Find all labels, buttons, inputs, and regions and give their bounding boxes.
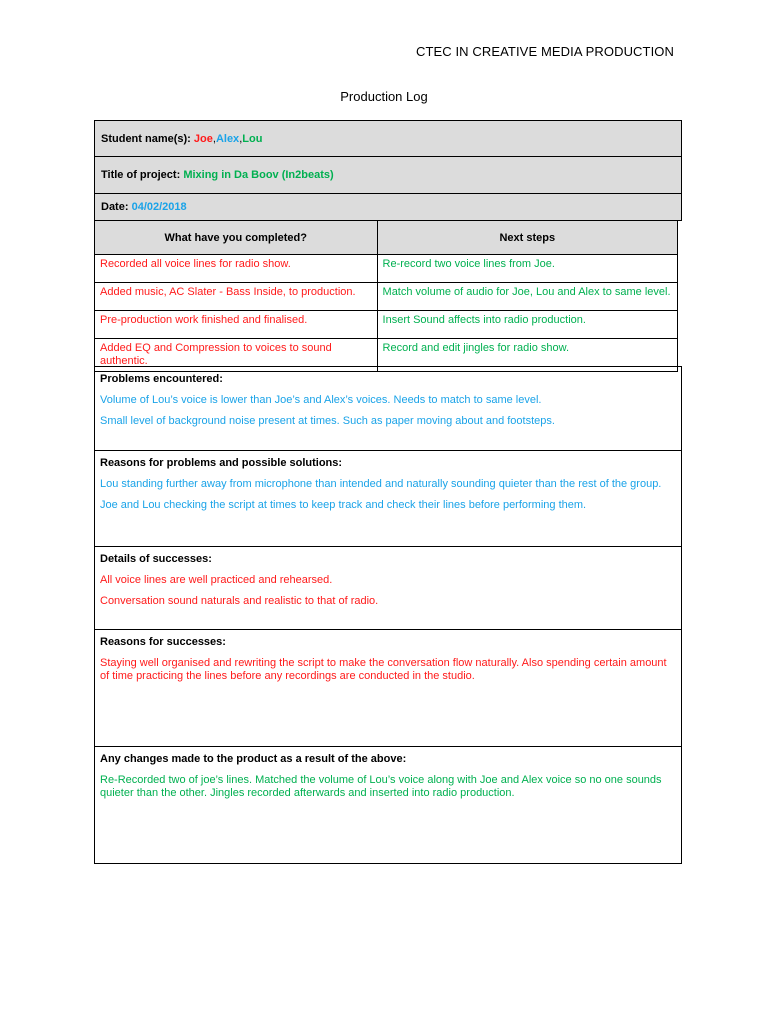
next-step-cell: Re-record two voice lines from Joe. <box>377 255 677 283</box>
completed-cell: Added EQ and Compression to voices to sound authentic. <box>95 339 378 372</box>
completed-cell: Recorded all voice lines for radio show. <box>95 255 378 283</box>
change-item: Re-Recorded two of joe’s lines. Matched the volume of Lou’s voice along with Joe and Alex voice so no one sounds quieter than the other. Jingles recorded afterwards and inserted into radio production. <box>100 774 662 799</box>
project-title-label: Title of project: <box>101 169 181 181</box>
next-step-cell: Insert Sound affects into radio production. <box>377 311 677 339</box>
changes-section <box>94 746 682 864</box>
student-name-lou: Lou <box>242 132 263 145</box>
table-row <box>95 255 678 283</box>
changes-label: Any changes made to the product as a result of the above: <box>100 753 407 765</box>
successes-section <box>94 546 682 630</box>
project-title-value: Mixing in Da Boov (In2beats) <box>183 169 334 181</box>
name-separator: , <box>212 132 216 145</box>
completed-cell: Pre-production work finished and finalised. <box>95 311 378 339</box>
project-title-row <box>94 157 682 194</box>
reason-problem-item: Lou standing further away from microphone than intended and naturally sounding quieter than the rest of the group. <box>100 478 662 490</box>
column-header-completed: What have you completed? <box>95 221 378 255</box>
next-step-cell: Match volume of audio for Joe, Lou and Alex to same level. <box>377 283 677 311</box>
successes-label: Details of successes: <box>100 553 212 565</box>
name-separator: , <box>239 132 243 145</box>
table-row <box>95 283 678 311</box>
reason-success-item: Staying well organised and rewriting the script to make the conversation flow naturally. Also spending certain amount of time practicing the lines before any recordings are conducted in the studio. <box>100 657 667 682</box>
date-label: Date: <box>101 201 129 213</box>
date-value: 04/02/2018 <box>131 201 187 213</box>
progress-table-header <box>95 221 678 255</box>
student-name-alex: Alex <box>215 132 240 145</box>
reason-problem-item: Joe and Lou checking the script at times to keep track and check their lines before performing them. <box>100 499 587 511</box>
success-item: Conversation sound naturals and realistic to that of radio. <box>100 595 379 607</box>
problems-label: Problems encountered: <box>100 373 223 385</box>
next-step-cell: Record and edit jingles for radio show. <box>377 339 677 372</box>
page-title: Production Log <box>340 89 428 104</box>
reasons-problems-section <box>94 450 682 547</box>
student-name-joe: Joe <box>193 132 213 145</box>
column-header-next-steps: Next steps <box>377 221 677 255</box>
reasons-successes-label: Reasons for successes: <box>100 636 226 648</box>
course-header: CTEC IN CREATIVE MEDIA PRODUCTION <box>415 44 674 59</box>
student-name-label: Student name(s): <box>101 132 191 145</box>
problem-item: Volume of Lou’s voice is lower than Joe’s and Alex’s voices. Needs to match to same level. <box>100 394 542 406</box>
student-name-row <box>94 120 682 157</box>
reasons-problems-label: Reasons for problems and possible solutions: <box>100 457 343 469</box>
date-row <box>94 194 682 221</box>
problems-section <box>94 366 682 451</box>
completed-cell: Added music, AC Slater - Bass Inside, to production. <box>95 283 378 311</box>
table-row <box>95 311 678 339</box>
success-item: All voice lines are well practiced and rehearsed. <box>100 574 333 586</box>
progress-table <box>94 220 678 372</box>
reasons-successes-section <box>94 629 682 747</box>
problem-item: Small level of background noise present at times. Such as paper moving about and footsteps. <box>100 415 555 427</box>
